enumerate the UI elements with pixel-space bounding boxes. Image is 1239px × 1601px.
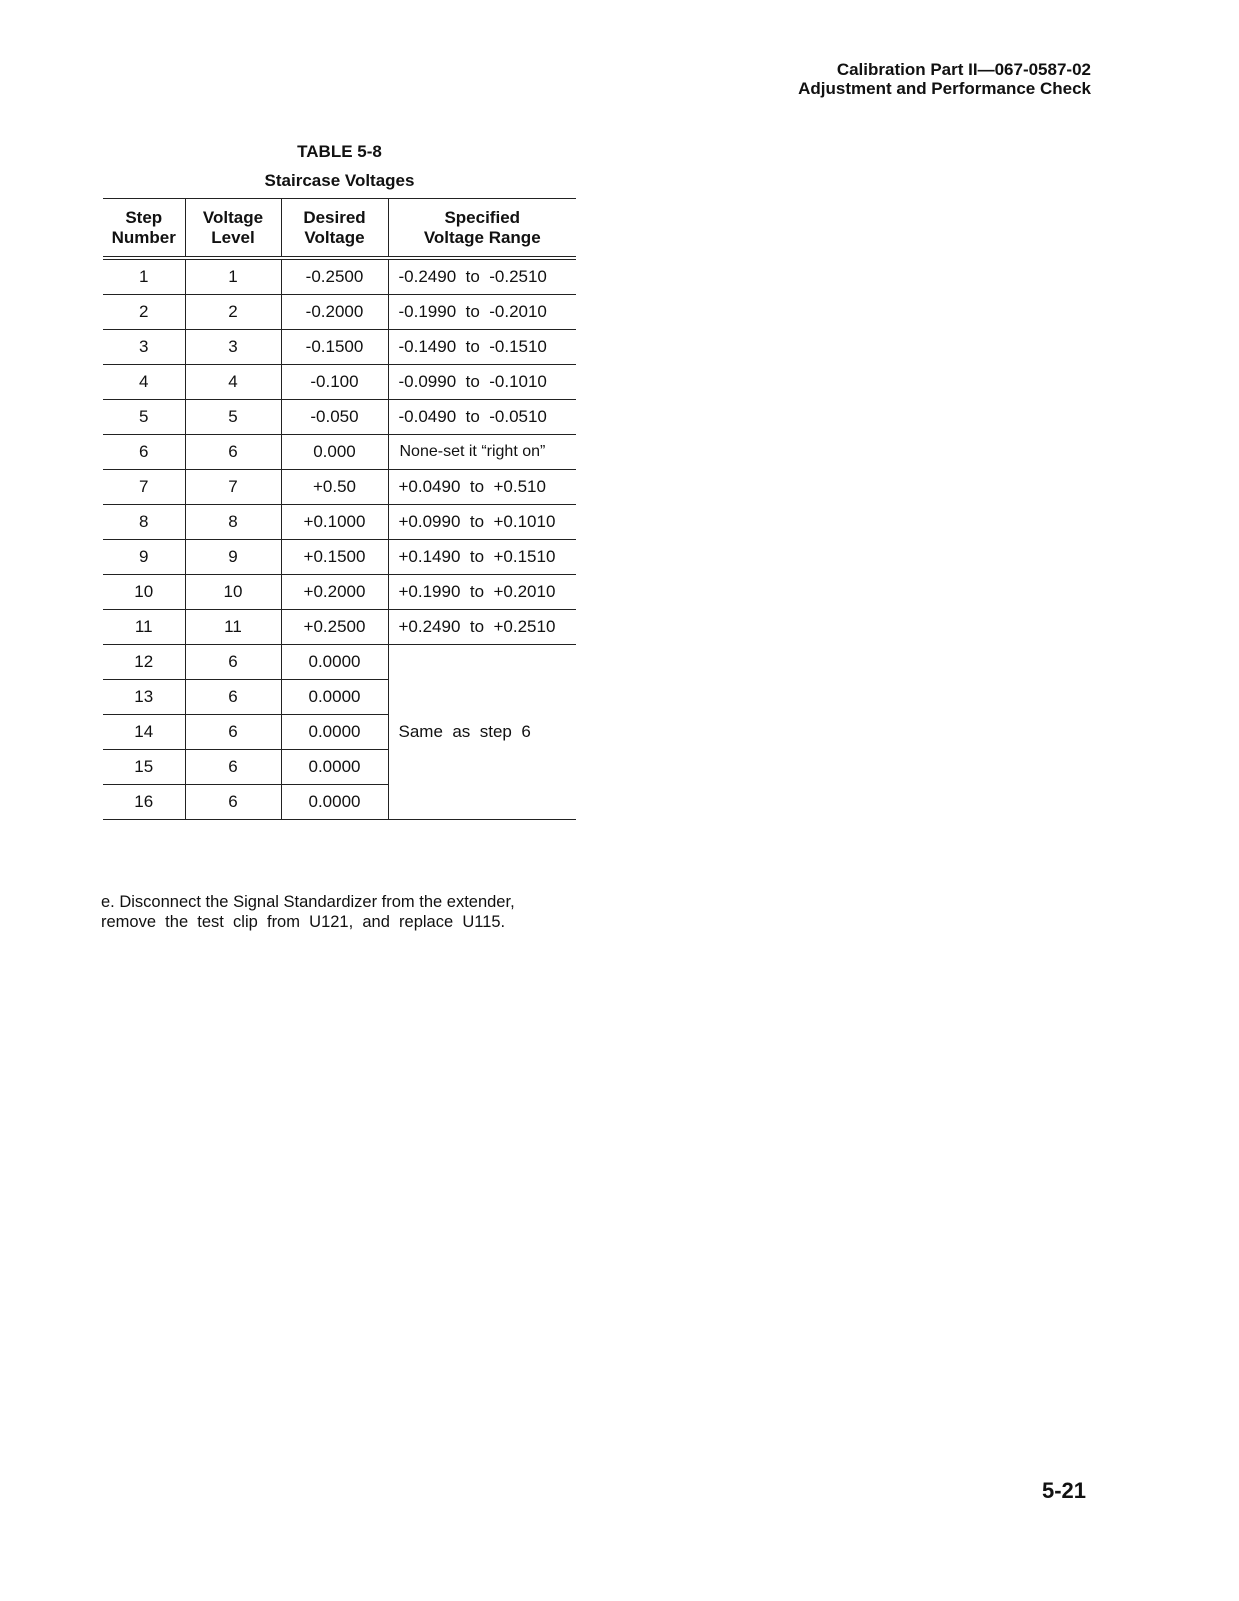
voltage-level-cell: 1 — [185, 258, 281, 295]
voltage-level-cell: 5 — [185, 400, 281, 435]
table-row — [103, 575, 576, 610]
specified-range-cell: -0.0490 to -0.0510 — [388, 400, 576, 435]
specified-range-cell: -0.0990 to -0.1010 — [388, 365, 576, 400]
table-row — [103, 540, 576, 575]
voltage-level-cell: 6 — [185, 680, 281, 715]
header-desired-voltage-line-2: Voltage — [304, 227, 365, 247]
desired-voltage-cell: -0.2000 — [281, 295, 388, 330]
desired-voltage-cell: +0.1000 — [281, 505, 388, 540]
table-row — [103, 470, 576, 505]
page-number: 5-21 — [1041, 1478, 1086, 1503]
running-header-line-1: Calibration Part II—067-0587-02 — [836, 60, 1091, 79]
specified-range-cell: -0.1990 to -0.2010 — [388, 295, 576, 330]
table-row — [103, 400, 576, 435]
specified-range-cell: +0.1990 to +0.2010 — [388, 575, 576, 610]
step-e-paragraph — [101, 892, 581, 932]
table-row — [103, 645, 576, 680]
specified-range-cell: +0.0990 to +0.1010 — [388, 505, 576, 540]
step-number-cell: 14 — [103, 715, 185, 750]
desired-voltage-cell: 0.0000 — [281, 785, 388, 820]
table-row — [103, 365, 576, 400]
table-row — [103, 435, 576, 470]
step-number-cell: 15 — [103, 750, 185, 785]
header-specified-voltage-range-line-2: Voltage Range — [423, 227, 541, 247]
table-row — [103, 258, 576, 295]
header-step-number-line-1: Step — [125, 207, 163, 227]
step-number-cell: 3 — [103, 330, 185, 365]
step-number-cell: 1 — [103, 258, 185, 295]
specified-range-cell: +0.1490 to +0.1510 — [388, 540, 576, 575]
running-header — [798, 60, 1091, 98]
table-row — [103, 610, 576, 645]
voltage-level-cell: 10 — [185, 575, 281, 610]
header-specified-voltage-range — [388, 199, 576, 259]
header-voltage-level-line-1: Voltage — [202, 207, 264, 227]
header-desired-voltage — [281, 199, 388, 259]
step-number-cell: 16 — [103, 785, 185, 820]
voltage-level-cell: 6 — [185, 750, 281, 785]
step-number-cell: 10 — [103, 575, 185, 610]
table-row — [103, 330, 576, 365]
specified-range-cell: -0.1490 to -0.1510 — [388, 330, 576, 365]
desired-voltage-cell: -0.100 — [281, 365, 388, 400]
staircase-voltages-table — [103, 198, 576, 820]
desired-voltage-cell: 0.0000 — [281, 680, 388, 715]
header-voltage-level — [185, 199, 281, 259]
table-number: TABLE 5-8 — [297, 142, 382, 161]
step-number-cell: 9 — [103, 540, 185, 575]
specified-range-cell: +0.0490 to +0.510 — [388, 470, 576, 505]
specified-range-cell: None-set it “right on” — [388, 435, 576, 470]
specified-range-cell: +0.2490 to +0.2510 — [388, 610, 576, 645]
table-title: Staircase Voltages — [264, 171, 415, 190]
desired-voltage-cell: +0.50 — [281, 470, 388, 505]
desired-voltage-cell: 0.0000 — [281, 750, 388, 785]
step-number-cell: 13 — [103, 680, 185, 715]
step-number-cell: 11 — [103, 610, 185, 645]
voltage-level-cell: 4 — [185, 365, 281, 400]
header-step-number — [103, 199, 185, 259]
desired-voltage-cell: +0.1500 — [281, 540, 388, 575]
table-header-row — [103, 199, 576, 259]
desired-voltage-cell: +0.2500 — [281, 610, 388, 645]
voltage-level-cell: 6 — [185, 435, 281, 470]
desired-voltage-cell: 0.0000 — [281, 715, 388, 750]
step-e-line-2: remove the test clip from U121, and replace U115. — [101, 913, 506, 931]
header-voltage-level-line-2: Level — [211, 227, 255, 247]
voltage-level-cell: 7 — [185, 470, 281, 505]
voltage-level-cell: 2 — [185, 295, 281, 330]
desired-voltage-cell: -0.1500 — [281, 330, 388, 365]
voltage-level-cell: 6 — [185, 645, 281, 680]
header-specified-voltage-range-line-1: Specified — [444, 207, 521, 227]
voltage-level-cell: 6 — [185, 785, 281, 820]
voltage-level-cell: 6 — [185, 715, 281, 750]
step-number-cell: 12 — [103, 645, 185, 680]
table-row — [103, 295, 576, 330]
voltage-level-cell: 9 — [185, 540, 281, 575]
specified-range-cell: -0.2490 to -0.2510 — [388, 258, 576, 295]
step-number-cell: 5 — [103, 400, 185, 435]
desired-voltage-cell: 0.0000 — [281, 645, 388, 680]
step-number-cell: 2 — [103, 295, 185, 330]
voltage-level-cell: 8 — [185, 505, 281, 540]
header-step-number-line-2: Number — [111, 227, 176, 247]
step-number-cell: 6 — [103, 435, 185, 470]
table-row — [103, 505, 576, 540]
desired-voltage-cell: 0.000 — [281, 435, 388, 470]
header-desired-voltage-line-1: Desired — [303, 207, 366, 227]
desired-voltage-cell: -0.2500 — [281, 258, 388, 295]
desired-voltage-cell: -0.050 — [281, 400, 388, 435]
merged-range-cell: Same as step 6 — [388, 645, 576, 820]
running-header-line-2: Adjustment and Performance Check — [798, 79, 1091, 98]
desired-voltage-cell: +0.2000 — [281, 575, 388, 610]
step-number-cell: 8 — [103, 505, 185, 540]
voltage-level-cell: 3 — [185, 330, 281, 365]
step-number-cell: 7 — [103, 470, 185, 505]
step-e-line-1: e. Disconnect the Signal Standardizer from the extender, — [101, 893, 515, 911]
step-number-cell: 4 — [103, 365, 185, 400]
voltage-level-cell: 11 — [185, 610, 281, 645]
